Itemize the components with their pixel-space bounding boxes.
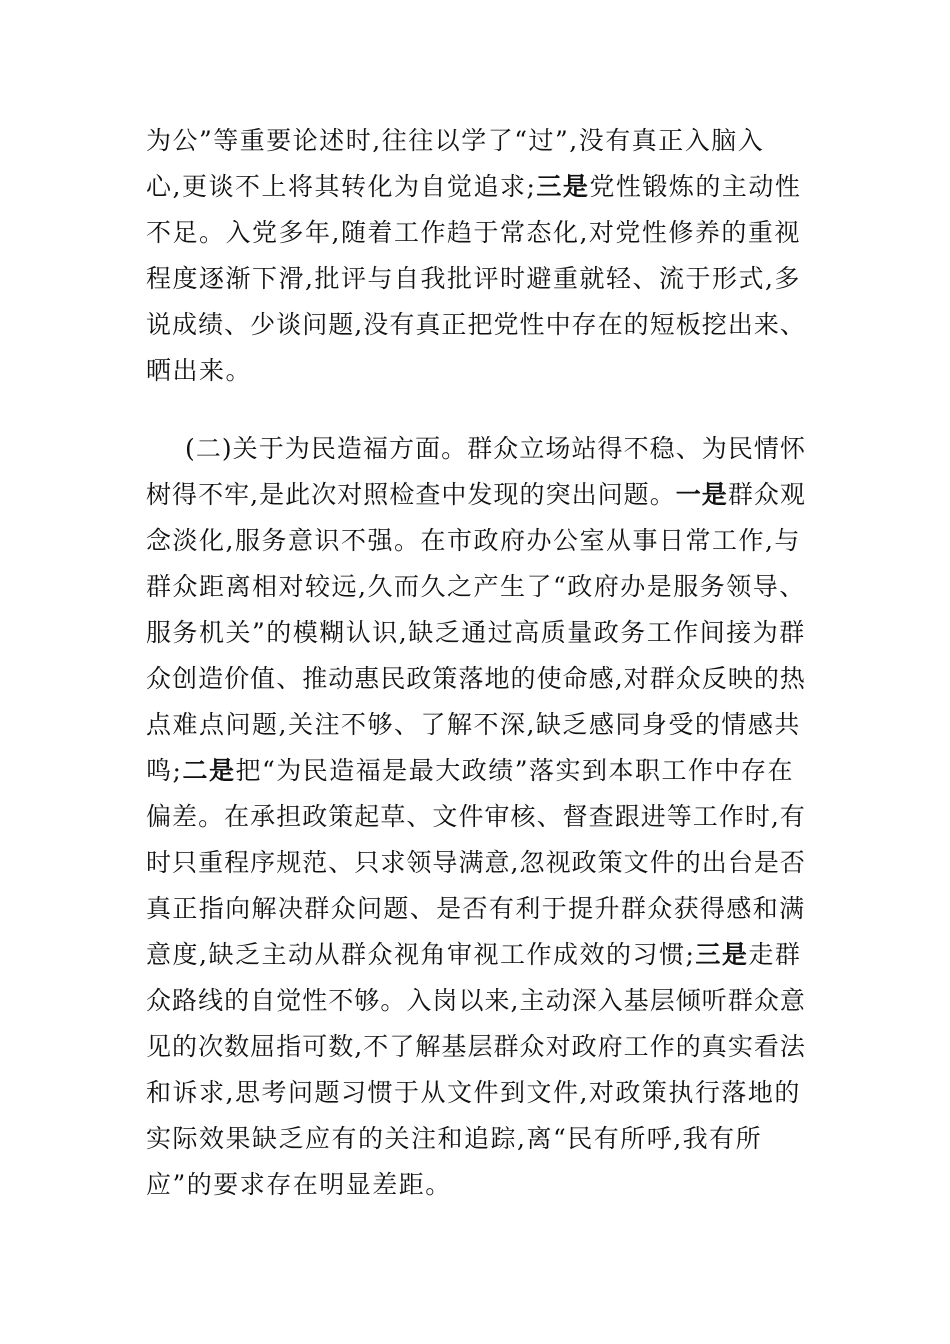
text-run: 树得不牢,是此次对照检查中发现的突出问题。 bbox=[146, 480, 676, 509]
text-line bbox=[146, 480, 806, 510]
text-line bbox=[146, 172, 801, 202]
text-run: 群众距离相对较远,久而久之产生了“政府办是服务领导、 bbox=[146, 572, 806, 601]
text-run: 服务机关”的模糊认识,缺乏通过高质量政务工作间接为群 bbox=[146, 618, 806, 647]
text-run: 真正指向解决群众问题、是否有利于提升群众获得感和满 bbox=[146, 894, 806, 923]
text-line bbox=[146, 1078, 801, 1108]
emphasis-text: 一是 bbox=[675, 480, 728, 509]
emphasis-text: 三是 bbox=[695, 940, 749, 969]
text-run: 和诉求,思考问题习惯于从文件到文件,对政策执行落地的 bbox=[146, 1078, 801, 1107]
text-line bbox=[146, 710, 801, 740]
text-line bbox=[146, 526, 801, 556]
text-line bbox=[146, 848, 806, 878]
text-line bbox=[146, 572, 806, 602]
text-line bbox=[146, 1124, 762, 1154]
text-line bbox=[146, 802, 806, 832]
text-run: 群众观 bbox=[727, 480, 806, 509]
text-run: 实际效果缺乏应有的关注和追踪,离“民有所呼,我有所 bbox=[146, 1124, 763, 1153]
text-run: 偏差。在承担政策起草、文件审核、督查跟进等工作时,有 bbox=[146, 802, 806, 831]
text-run: 程度逐渐下滑,批评与自我批评时避重就轻、流于形式,多 bbox=[146, 264, 801, 293]
text-line bbox=[146, 756, 794, 786]
text-run: (二)关于为民造福方面。群众立场站得不稳、为民情怀 bbox=[185, 434, 807, 463]
text-line bbox=[146, 218, 801, 248]
text-run: 鸣; bbox=[146, 756, 183, 785]
text-line bbox=[146, 1032, 806, 1062]
text-line bbox=[146, 664, 806, 694]
text-run: 不足。入党多年,随着工作趋于常态化,对党性修养的重视 bbox=[146, 218, 801, 247]
text-line bbox=[146, 618, 806, 648]
text-run: 走群 bbox=[748, 940, 802, 969]
text-run: 念淡化,服务意识不强。在市政府办公室从事日常工作,与 bbox=[146, 526, 801, 555]
text-line bbox=[146, 986, 806, 1016]
text-run: 晒出来。 bbox=[146, 356, 253, 385]
text-line bbox=[146, 126, 764, 156]
text-line bbox=[185, 434, 806, 464]
text-run: 说成绩、少谈问题,没有真正把党性中存在的短板挖出来、 bbox=[146, 310, 806, 339]
text-run: 众创造价值、推动惠民政策落地的使命感,对群众反映的热 bbox=[146, 664, 806, 693]
text-run: 意度,缺乏主动从群众视角审视工作成效的习惯; bbox=[146, 940, 696, 969]
text-run: 时只重程序规范、只求领导满意,忽视政策文件的出台是否 bbox=[146, 848, 806, 877]
emphasis-text: 二是 bbox=[182, 756, 236, 785]
text-line bbox=[146, 940, 801, 970]
text-run: 党性锻炼的主动性 bbox=[589, 172, 802, 201]
text-run: 心,更谈不上将其转化为自觉追求; bbox=[146, 172, 537, 201]
text-line bbox=[146, 264, 801, 294]
text-run: 点难点问题,关注不够、了解不深,缺乏感同身受的情感共 bbox=[146, 710, 801, 739]
text-line bbox=[146, 310, 806, 340]
text-run: 众路线的自觉性不够。入岗以来,主动深入基层倾听群众意 bbox=[146, 986, 806, 1015]
text-run: 见的次数屈指可数,不了解基层群众对政府工作的真实看法 bbox=[146, 1032, 806, 1061]
emphasis-text: 三是 bbox=[536, 172, 590, 201]
text-run: 为公”等重要论述时,往往以学了“过”,没有真正入脑入 bbox=[146, 126, 765, 155]
text-line bbox=[146, 1170, 452, 1200]
text-run: 把“为民造福是最大政绩”落实到本职工作中存在 bbox=[235, 756, 795, 785]
text-line bbox=[146, 894, 806, 924]
text-line bbox=[146, 356, 252, 386]
text-run: 应”的要求存在明显差距。 bbox=[146, 1170, 452, 1199]
